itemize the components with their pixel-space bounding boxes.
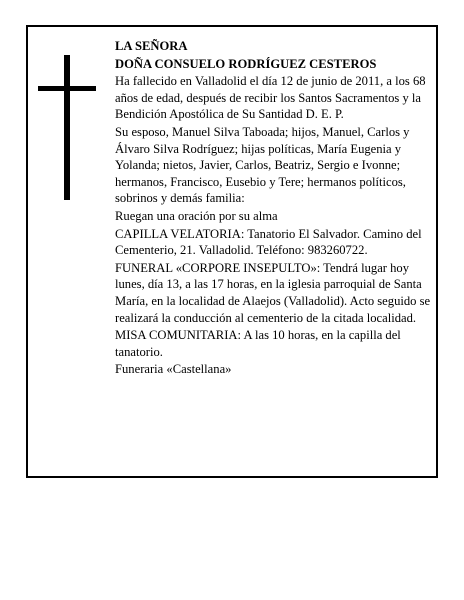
prayer-request: Ruegan una oración por su alma bbox=[115, 208, 278, 223]
death-announcement: Ha fallecido en Valladolid el día 12 de junio de 2011, a los 68 años de edad, después de recibir los Santos Sacramentos y la Bendición Apostólica de Su Santidad D. E. P. bbox=[115, 74, 426, 122]
obituary-notice bbox=[26, 25, 438, 478]
funeral-home: Funeraria «Castellana» bbox=[115, 362, 232, 377]
notice-title: LA SEÑORA bbox=[115, 39, 188, 53]
family-list: Su esposo, Manuel Silva Taboada; hijos, Manuel, Carlos y Álvaro Silva Rodríguez; hijas políticas, María Eugenia y Yolanda; nietos, Javier, Carlos, Beatriz, Sergio e Ivonne; hermanos, Francisco, Eusebio y Tere; hermanos políticos, sobrinos y demás familia: bbox=[115, 124, 410, 206]
chapel-info: CAPILLA VELATORIA: Tanatorio El Salvador. Camino del Cementerio, 21. Valladolid. Teléfono: 983260722. bbox=[115, 226, 422, 258]
funeral-info: FUNERAL «CORPORE INSEPULTO»: Tendrá lugar hoy lunes, día 13, a las 17 horas, en la iglesia parroquial de Santa María, en la localidad de Alaejos (Valladolid). Acto seguido se realizará la conducción al cementerio de la citada localidad. bbox=[115, 260, 431, 325]
obituary-text bbox=[115, 38, 431, 379]
deceased-name: DOÑA CONSUELO RODRÍGUEZ CESTEROS bbox=[115, 56, 377, 71]
mass-info: MISA COMUNITARIA: A las 10 horas, en la capilla del tanatorio. bbox=[115, 328, 401, 359]
latin-cross-icon bbox=[38, 55, 96, 200]
